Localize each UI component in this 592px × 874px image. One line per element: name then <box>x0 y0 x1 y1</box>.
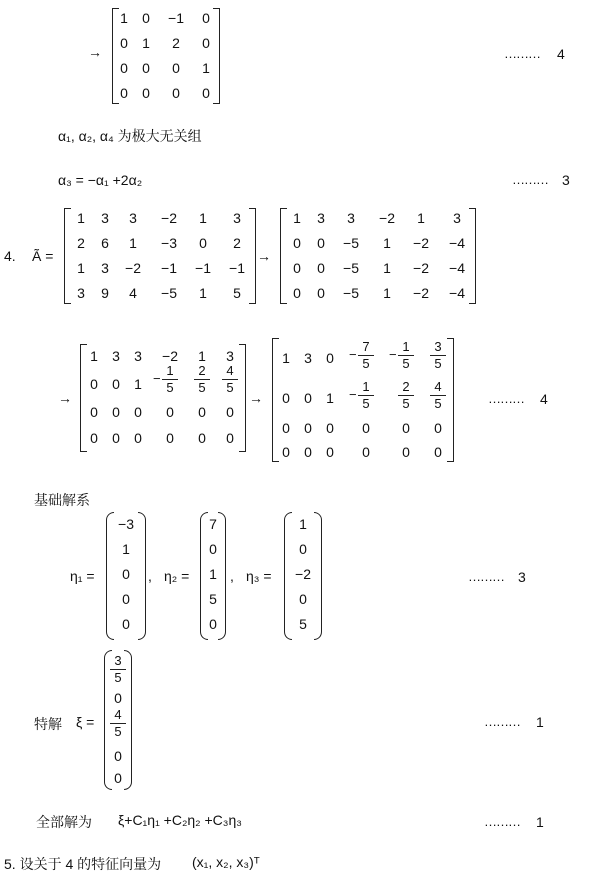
matrix-entry: 1 <box>90 348 98 364</box>
matrix-entry: 0 <box>202 85 210 101</box>
matrix-entry: −1 <box>229 260 245 276</box>
comma: , <box>148 568 152 584</box>
matrix-entry: −5 <box>343 285 359 301</box>
matrix-entry: 1 <box>202 60 210 76</box>
numerator: 4 <box>226 363 234 378</box>
matrix-entry: 0 <box>326 420 334 436</box>
matrix-entry: −2 <box>162 348 178 364</box>
problem5-text: 5. 设关于 4 的特征向量为 <box>4 856 162 872</box>
augmented-matrix-label: Ã = <box>32 248 54 264</box>
matrix-entry: 1 <box>299 516 307 532</box>
denominator: 5 <box>226 380 234 395</box>
matrix-entry: 0 <box>112 376 120 392</box>
numerator: 1 <box>362 379 370 394</box>
fraction <box>110 654 126 685</box>
matrix-entry: 0 <box>226 404 234 420</box>
matrix-entry: 0 <box>172 60 180 76</box>
eta1-vector <box>106 512 146 640</box>
matrix-entry: 5 <box>209 591 217 607</box>
matrix-entry: 3 <box>112 348 120 364</box>
matrix-entry: 6 <box>101 235 109 251</box>
matrix-entry: −4 <box>449 235 465 251</box>
xi-label: ξ = <box>76 714 95 730</box>
matrix-entry: 0 <box>304 444 312 460</box>
matrix-entry: 0 <box>304 390 312 406</box>
matrix-entry: 0 <box>142 60 150 76</box>
particular-solution-vector <box>104 650 132 790</box>
eta2-vector <box>200 512 226 640</box>
matrix-entry: 2 <box>172 35 180 51</box>
matrix-entry: 0 <box>282 444 290 460</box>
numerator: 4 <box>434 379 442 394</box>
matrix-entry: 0 <box>134 430 142 446</box>
matrix-entry: 0 <box>202 35 210 51</box>
matrix-entry: 9 <box>101 285 109 301</box>
entry: 0 <box>114 770 122 786</box>
general-solution-label: 全部解为 <box>36 814 92 830</box>
matrix-entry: 0 <box>317 235 325 251</box>
eta2-label: η₂ = <box>164 568 190 584</box>
matrix-entry: 0 <box>198 430 206 446</box>
matrix-entry: 0 <box>282 390 290 406</box>
denominator: 5 <box>362 396 370 411</box>
numerator: 3 <box>434 339 442 354</box>
matrix-entry: 0 <box>209 616 217 632</box>
matrix-entry: 0 <box>304 420 312 436</box>
matrix-entry: −2 <box>413 235 429 251</box>
matrix-entry: 0 <box>112 404 120 420</box>
matrix-entry: −2 <box>413 285 429 301</box>
matrix-entry: 3 <box>226 348 234 364</box>
matrix-entry: 1 <box>134 376 142 392</box>
matrix-entry: −1 <box>168 10 184 26</box>
matrix-entry: 1 <box>142 35 150 51</box>
row-reduced-matrix <box>280 208 476 304</box>
matrix-entry: 0 <box>326 350 334 366</box>
matrix-entry: −5 <box>161 285 177 301</box>
matrix-entry: 0 <box>434 420 442 436</box>
eigenvector: (x₁, x₂, x₃)ᵀ <box>192 854 260 870</box>
arrow: → <box>58 390 72 406</box>
matrix-entry: 3 <box>233 210 241 226</box>
matrix-entry: 0 <box>120 35 128 51</box>
fraction-sign: − <box>389 347 397 362</box>
matrix-entry: 5 <box>299 616 307 632</box>
denominator: 5 <box>166 380 174 395</box>
matrix-entry: 1 <box>293 210 301 226</box>
matrix-entry: 1 <box>198 348 206 364</box>
matrix-entry: 1 <box>326 390 334 406</box>
matrix-entry: 1 <box>383 260 391 276</box>
matrix-entry: 0 <box>299 591 307 607</box>
matrix-entry: 0 <box>226 430 234 446</box>
matrix-entry: 1 <box>120 10 128 26</box>
denominator: 5 <box>434 396 442 411</box>
score: 1 <box>536 814 544 830</box>
arrow: → <box>257 248 271 264</box>
score: 1 <box>536 714 544 730</box>
matrix-entry: 3 <box>77 285 85 301</box>
matrix-entry: 0 <box>122 616 130 632</box>
matrix-entry: 7 <box>209 516 217 532</box>
denominator: 5 <box>402 356 410 371</box>
matrix-entry: 0 <box>299 541 307 557</box>
fraction-entry <box>430 380 446 411</box>
matrix-entry: 3 <box>101 210 109 226</box>
dots: ……… <box>468 569 504 584</box>
matrix-entry: 0 <box>293 235 301 251</box>
matrix-entry: 2 <box>233 235 241 251</box>
numerator: 2 <box>402 379 410 394</box>
row-echelon-matrix <box>80 344 246 452</box>
matrix-entry: 0 <box>166 404 174 420</box>
dots: ……… <box>504 46 540 61</box>
matrix-entry: 0 <box>317 260 325 276</box>
matrix-entry: 1 <box>417 210 425 226</box>
dots: ……… <box>512 172 548 187</box>
comma: , <box>230 568 234 584</box>
fraction-entry <box>430 340 446 371</box>
score: 4 <box>557 46 565 62</box>
matrix-entry: 1 <box>77 210 85 226</box>
matrix-entry: 0 <box>122 566 130 582</box>
alpha3-relation: α₃ = −α₁ +2α₂ <box>58 172 143 188</box>
denominator: 5 <box>114 670 122 685</box>
eta3-vector <box>284 512 322 640</box>
fraction-entry <box>194 364 210 395</box>
matrix-entry: 3 <box>129 210 137 226</box>
score: 3 <box>562 172 570 188</box>
denominator: 5 <box>114 724 122 739</box>
matrix-entry: 3 <box>101 260 109 276</box>
matrix-entry: −3 <box>118 516 134 532</box>
fraction-sign: − <box>153 371 161 386</box>
fraction-entry <box>349 339 374 371</box>
matrix-entry: 0 <box>326 444 334 460</box>
matrix-entry: 1 <box>199 285 207 301</box>
matrix-entry: 5 <box>233 285 241 301</box>
eta1-label: η₁ = <box>70 568 95 584</box>
matrix-entry: 0 <box>120 85 128 101</box>
matrix-entry: 0 <box>402 444 410 460</box>
numerator: 1 <box>166 363 174 378</box>
score: 4 <box>540 391 548 407</box>
fraction-entry <box>389 339 414 371</box>
reduced-matrix-step1 <box>112 8 220 104</box>
matrix-entry: 0 <box>202 10 210 26</box>
numerator: 2 <box>198 363 206 378</box>
matrix-entry: 0 <box>90 404 98 420</box>
matrix-entry: 0 <box>90 376 98 392</box>
matrix-entry: 1 <box>383 285 391 301</box>
matrix-entry: 1 <box>77 260 85 276</box>
fraction-entry <box>153 363 178 395</box>
matrix-entry: 3 <box>304 350 312 366</box>
matrix-entry: −1 <box>161 260 177 276</box>
matrix-entry: −2 <box>125 260 141 276</box>
matrix-entry: 1 <box>129 235 137 251</box>
matrix-entry: −1 <box>195 260 211 276</box>
matrix-entry: −5 <box>343 260 359 276</box>
matrix-entry: 0 <box>142 85 150 101</box>
matrix-entry: 0 <box>199 235 207 251</box>
matrix-entry: 0 <box>120 60 128 76</box>
numerator: 4 <box>114 707 122 722</box>
matrix-entry: 1 <box>209 566 217 582</box>
matrix-entry: 1 <box>122 541 130 557</box>
score: 3 <box>518 569 526 585</box>
dots: ……… <box>484 814 520 829</box>
matrix-entry: 1 <box>199 210 207 226</box>
basic-solution-heading: 基础解系 <box>34 492 90 508</box>
matrix-entry: −4 <box>449 285 465 301</box>
fraction-entry <box>398 380 414 411</box>
fraction-entry <box>222 364 238 395</box>
augmented-matrix <box>64 208 256 304</box>
matrix-entry: 0 <box>172 85 180 101</box>
matrix-entry: 0 <box>198 404 206 420</box>
fraction-sign: − <box>349 387 357 402</box>
matrix-entry: 0 <box>90 430 98 446</box>
problem-label: 4. <box>4 248 16 264</box>
matrix-entry: 0 <box>166 430 174 446</box>
eta3-label: η₃ = <box>246 568 272 584</box>
matrix-entry: −5 <box>343 235 359 251</box>
matrix-entry: 3 <box>317 210 325 226</box>
fraction-sign: − <box>349 347 357 362</box>
matrix-entry: 0 <box>362 420 370 436</box>
numerator: 3 <box>114 653 122 668</box>
reduced-row-echelon-matrix <box>272 338 454 462</box>
denominator: 5 <box>434 356 442 371</box>
matrix-entry: 2 <box>77 235 85 251</box>
fraction <box>110 708 126 739</box>
denominator: 5 <box>402 396 410 411</box>
matrix-entry: −3 <box>161 235 177 251</box>
matrix-entry: 1 <box>282 350 290 366</box>
max-independent-text: α₁, α₂, α₄ 为极大无关组 <box>58 128 202 144</box>
matrix-entry: 4 <box>129 285 137 301</box>
matrix-entry: 0 <box>362 444 370 460</box>
matrix-entry: −2 <box>413 260 429 276</box>
numerator: 7 <box>362 339 370 354</box>
matrix-entry: 3 <box>134 348 142 364</box>
numerator: 1 <box>402 339 410 354</box>
matrix-entry: 0 <box>209 541 217 557</box>
entry: 0 <box>114 690 122 706</box>
matrix-entry: 3 <box>453 210 461 226</box>
denominator: 5 <box>362 356 370 371</box>
matrix-entry: −2 <box>379 210 395 226</box>
matrix-entry: −4 <box>449 260 465 276</box>
general-solution-expression: ξ+C₁η₁ +C₂η₂ +C₃η₃ <box>118 812 242 828</box>
matrix-entry: 0 <box>122 591 130 607</box>
matrix-entry: 0 <box>142 10 150 26</box>
fraction-entry <box>349 379 374 411</box>
dots: ……… <box>484 714 520 729</box>
matrix-entry: 3 <box>347 210 355 226</box>
matrix-entry: 1 <box>383 235 391 251</box>
matrix-entry: 0 <box>293 285 301 301</box>
denominator: 5 <box>198 380 206 395</box>
particular-solution-label: 特解 <box>34 716 62 732</box>
matrix-entry: 0 <box>112 430 120 446</box>
arrow: → <box>249 390 263 406</box>
dots: ……… <box>488 391 524 406</box>
matrix-entry: 0 <box>402 420 410 436</box>
matrix-entry: 0 <box>134 404 142 420</box>
matrix-entry: −2 <box>161 210 177 226</box>
entry: 0 <box>114 748 122 764</box>
matrix-entry: 0 <box>317 285 325 301</box>
matrix-entry: −2 <box>295 566 311 582</box>
arrow: → <box>88 44 102 60</box>
matrix-entry: 0 <box>434 444 442 460</box>
matrix-entry: 0 <box>282 420 290 436</box>
matrix-entry: 0 <box>293 260 301 276</box>
